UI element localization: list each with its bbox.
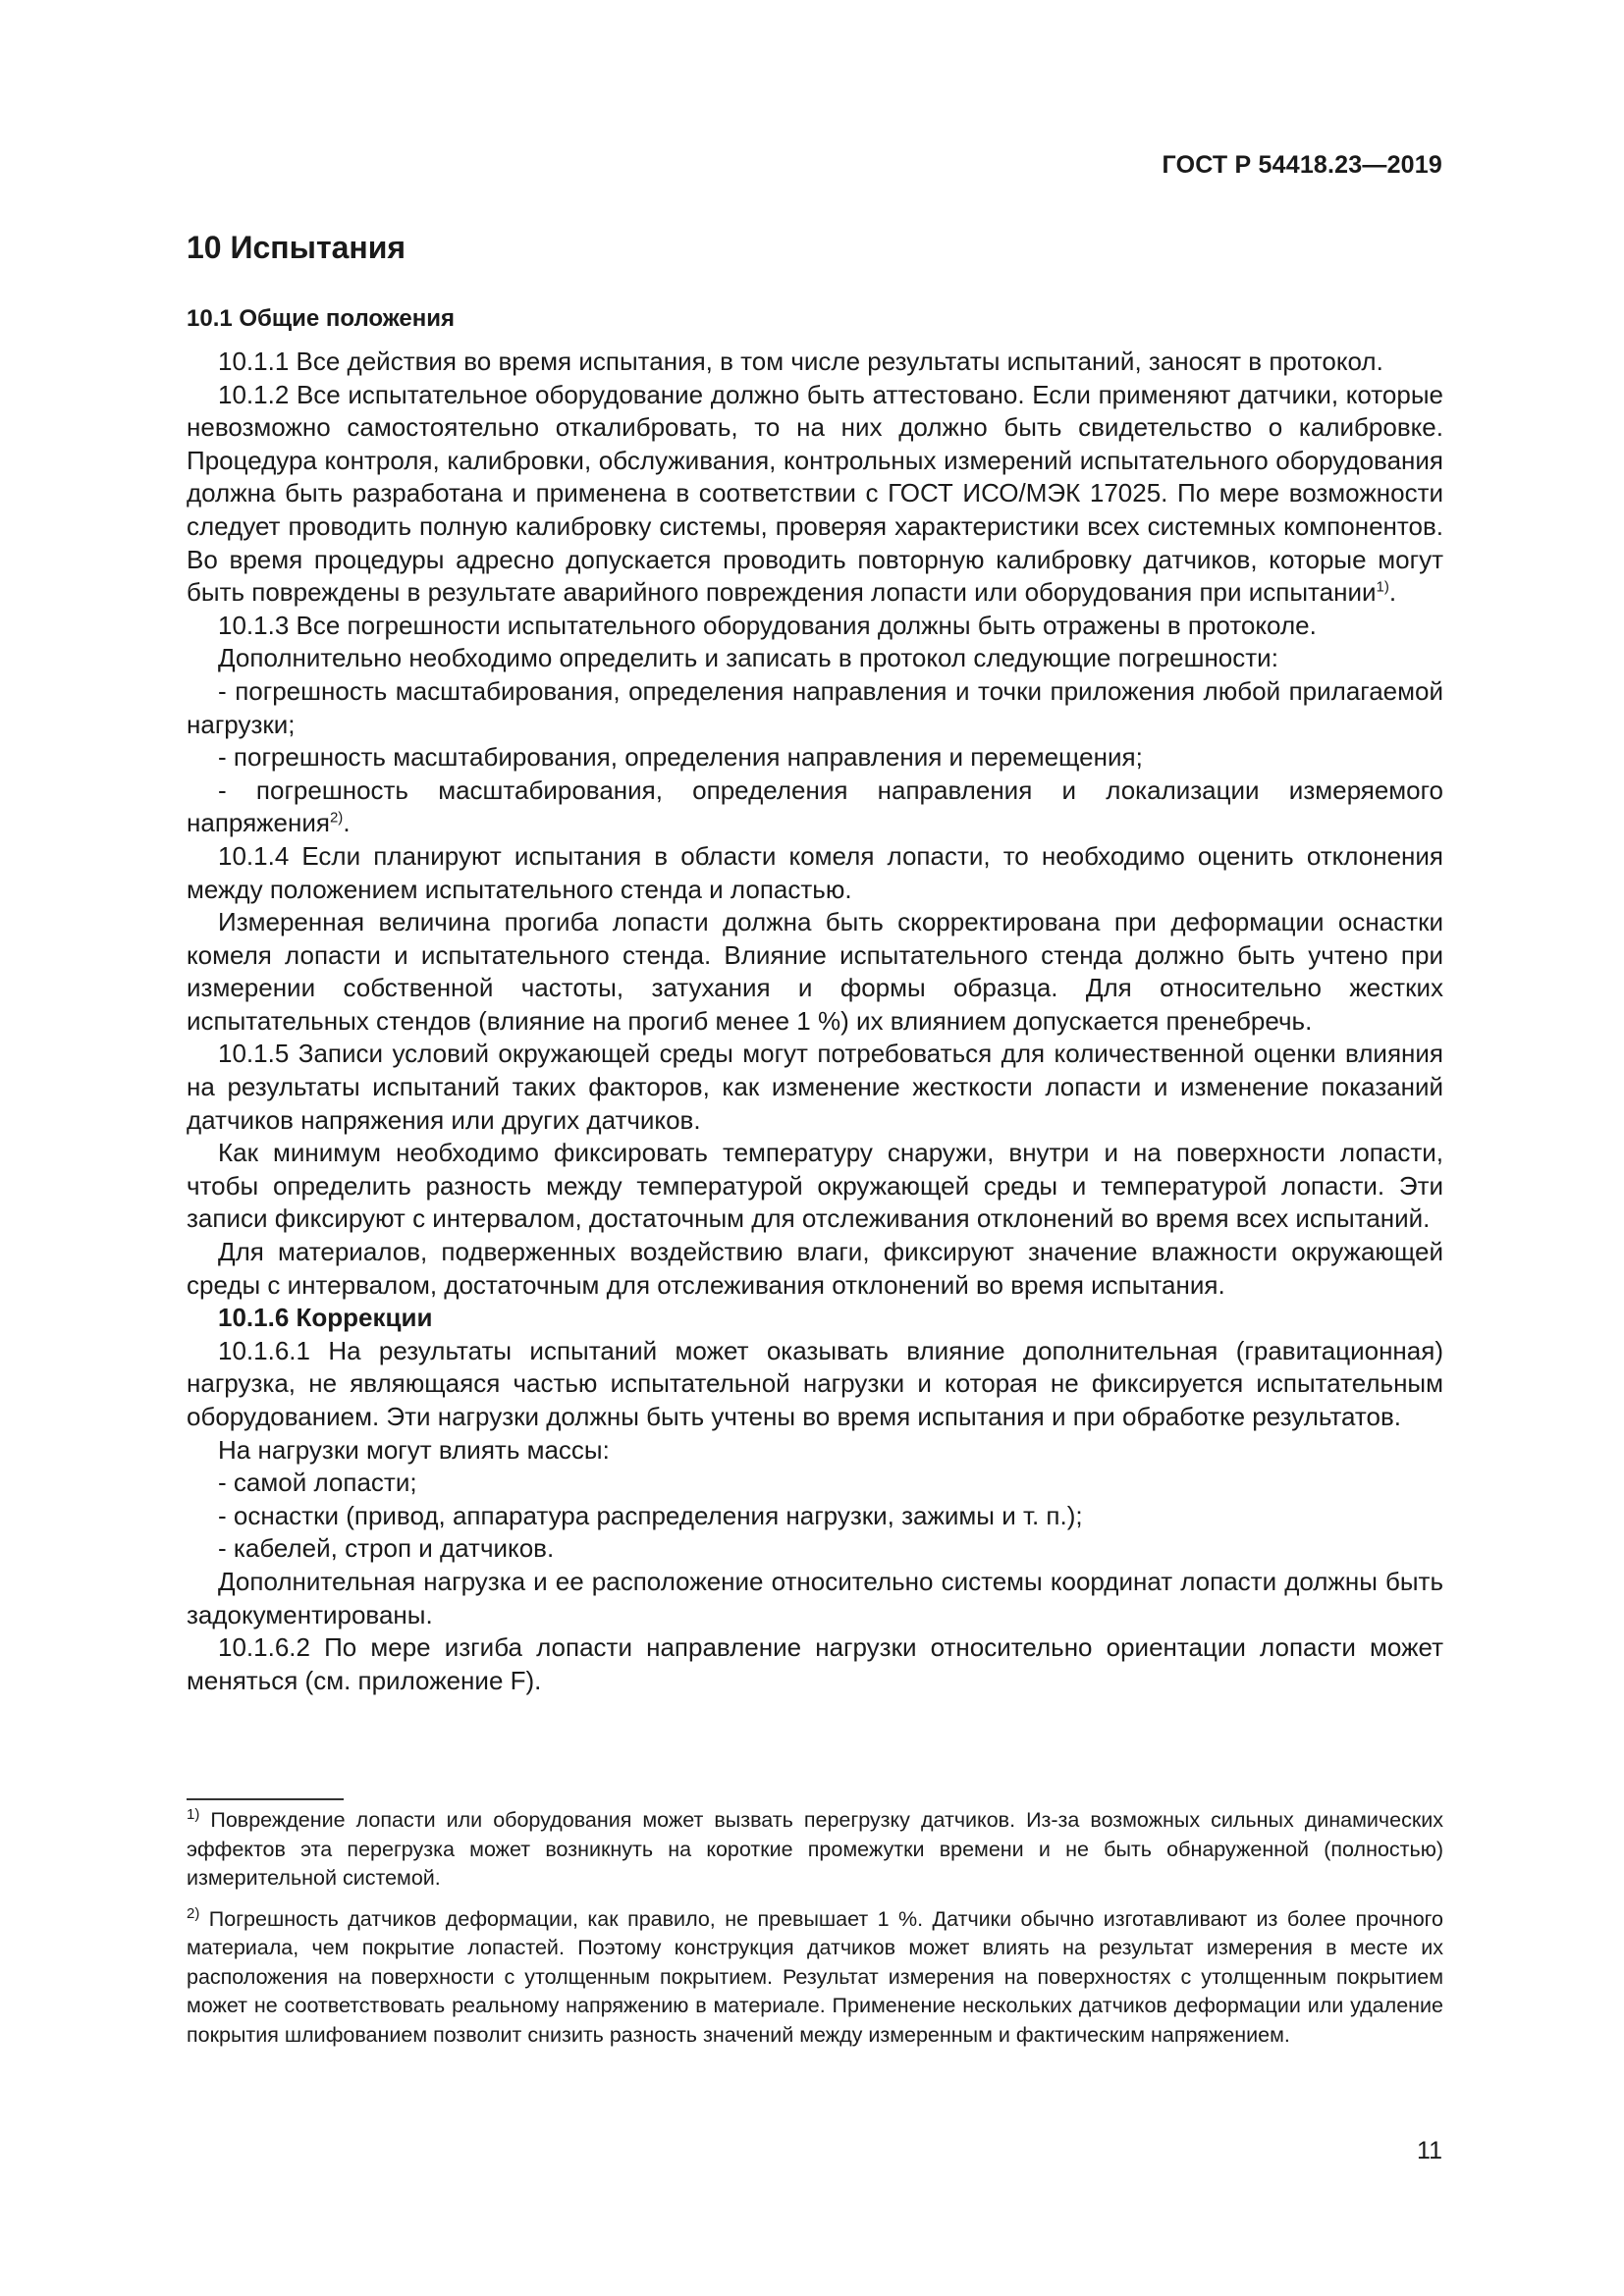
footnotes	[187, 1806, 1443, 2061]
subsection-heading: 10.1.6 Коррекции	[218, 1303, 433, 1333]
paragraph: 10.1.3 Все погрешности испытательного оборудования должны быть отражены в протоколе.	[218, 610, 1317, 640]
bullet-marker: -	[218, 1533, 227, 1564]
paragraph: 10.1.5 Записи условий окружающей среды могут потребоваться для количественной оценки влияния на результаты испытаний таких факторов, как изменение жесткости лопасти и изменение показаний датчиков напряжения или других датчиков.	[187, 1039, 1443, 1135]
paragraph: Измеренная величина прогиба лопасти должна быть скорректирована при деформации оснастки комеля лопасти и испытательного стенда. Влияние испытательного стенда должно быть учтено при измерении собственной частоты, затухания и формы образца. Для относительно жестких испытательных стендов (влияние на прогиб менее 1 %) их влиянием допускается пренебречь.	[187, 907, 1443, 1036]
list-item-text: кабелей, строп и датчиков.	[233, 1533, 555, 1564]
list-item-text: погрешность масштабирования, определения направления и перемещения;	[233, 742, 1143, 773]
list-item	[187, 1532, 1443, 1566]
paragraph: 10.1.6.1 На результаты испытаний может оказывать влияние дополнительная (гравитационная) нагрузка, не являющаяся частью испытательной нагрузки и которая не фиксируется испытательным оборудованием. Эти нагрузки должны быть учтены во время испытания и при обработке результатов.	[187, 1335, 1443, 1431]
list-item-text: погрешность масштабирования, определения направления и точки приложения любой прилагаемой нагрузки;	[187, 675, 1443, 739]
main-content	[187, 224, 1443, 1697]
paragraph: 10.1.1 Все действия во время испытания, в том числе результаты испытаний, заносят в протокол.	[218, 347, 1383, 376]
footnote-text: Погрешность датчиков деформации, как правило, не превышает 1 %. Датчики обычно изготавливают из более прочного материала, чем покрытие лопастей. Поэтому конструкция датчиков может влиять на результат измерения в месте их расположения на поверхности с утолщенным покрытием. Результат измерения на поверхностях с утолщенным покрытием может не соответствовать реальному напряжению в материале. Применение нескольких датчиков деформации или удаление покрытия шлифованием позволит снизить разность значений между измеренным и фактическим напряжением.	[187, 1906, 1443, 2047]
paragraph: 10.1.6.2 По мере изгиба лопасти направление нагрузки относительно ориентации лопасти может меняться (см. приложение F).	[187, 1632, 1443, 1695]
bullet-marker: -	[218, 1468, 227, 1498]
footnote	[187, 1806, 1443, 1894]
document-header: ГОСТ Р 54418.23—2019	[1162, 151, 1442, 179]
paragraph: Для материалов, подверженных воздействию влаги, фиксируют значение влажности окружающей среды с интервалом, достаточным для отслеживания отклонений во время испытания.	[187, 1237, 1443, 1300]
paragraph: Дополнительно необходимо определить и записать в протокол следующие погрешности:	[218, 643, 1278, 673]
bullet-marker: -	[218, 1500, 227, 1530]
subsection-title: 10.1 Общие положения	[187, 305, 456, 332]
paragraph: Дополнительная нагрузка и ее расположение относительно системы координат лопасти должны быть задокументированы.	[187, 1566, 1443, 1629]
footnote-ref[interactable]: 2)	[329, 809, 344, 827]
footnote-ref[interactable]: 1)	[1376, 578, 1389, 596]
paragraph: На нагрузки могут влиять массы:	[218, 1434, 610, 1465]
footnote-mark: 2)	[187, 1904, 200, 1922]
punct: .	[1388, 577, 1397, 608]
footnote	[187, 1905, 1443, 2051]
page-number: 11	[1417, 2137, 1442, 2164]
footnote-separator	[187, 1798, 344, 1800]
paragraph: 10.1.4 Если планируют испытания в области комеля лопасти, то необходимо оценить отклонения между положением испытательного стенда и лопастью.	[187, 840, 1443, 904]
list-item-text: погрешность масштабирования, определения направления и локализации измеряемого напряжения	[187, 774, 1443, 838]
list-item	[187, 1500, 1443, 1533]
list-item-text: самой лопасти;	[233, 1468, 417, 1498]
paragraph	[187, 379, 1443, 610]
list-item	[187, 774, 1443, 840]
footnote-text: Повреждение лопасти или оборудования может вызвать перегрузку датчиков. Из-за возможных сильных динамических эффектов эта перегрузка может возникнуть на короткие промежутки времени и не быть обнаруженной (полностью) измерительной системой.	[187, 1808, 1443, 1890]
paragraph: Как минимум необходимо фиксировать температуру снаружи, внутри и на поверхности лопасти, чтобы определить разность между температурой окружающей среды и температурой лопасти. Эти записи фиксируют с интервалом, достаточным для отслеживания отклонений во время всех испытаний.	[187, 1138, 1443, 1234]
body-text	[187, 346, 1443, 1697]
section-title: 10 Испытания	[187, 230, 406, 265]
bullet-marker: -	[218, 742, 227, 773]
punct: .	[343, 808, 351, 838]
footnote-mark: 1)	[187, 1805, 200, 1823]
list-item	[187, 741, 1443, 774]
paragraph-text: 10.1.2 Все испытательное оборудование должно быть аттестовано. Если применяют датчики, которые невозможно самостоятельно откалибровать, то на них должно быть свидетельство о калибровке. Процедура контроля, калибровки, обслуживания, контрольных измерений испытательного оборудования должна быть разработана и применена в соответствии с ГОСТ ИСО/МЭК 17025. По мере возможности следует проводить полную калибровку системы, проверяя характеристики всех системных компонентов. Во время процедуры адресно допускается проводить повторную калибровку датчиков, которые могут быть повреждены в результате аварийного повреждения лопасти или оборудования при испытании	[187, 379, 1443, 608]
list-item	[187, 675, 1443, 741]
bullet-marker: -	[218, 675, 227, 706]
list-item-text: оснастки (привод, аппаратура распределения нагрузки, зажимы и т. п.);	[233, 1500, 1083, 1530]
list-item	[187, 1467, 1443, 1500]
bullet-marker: -	[218, 774, 227, 805]
